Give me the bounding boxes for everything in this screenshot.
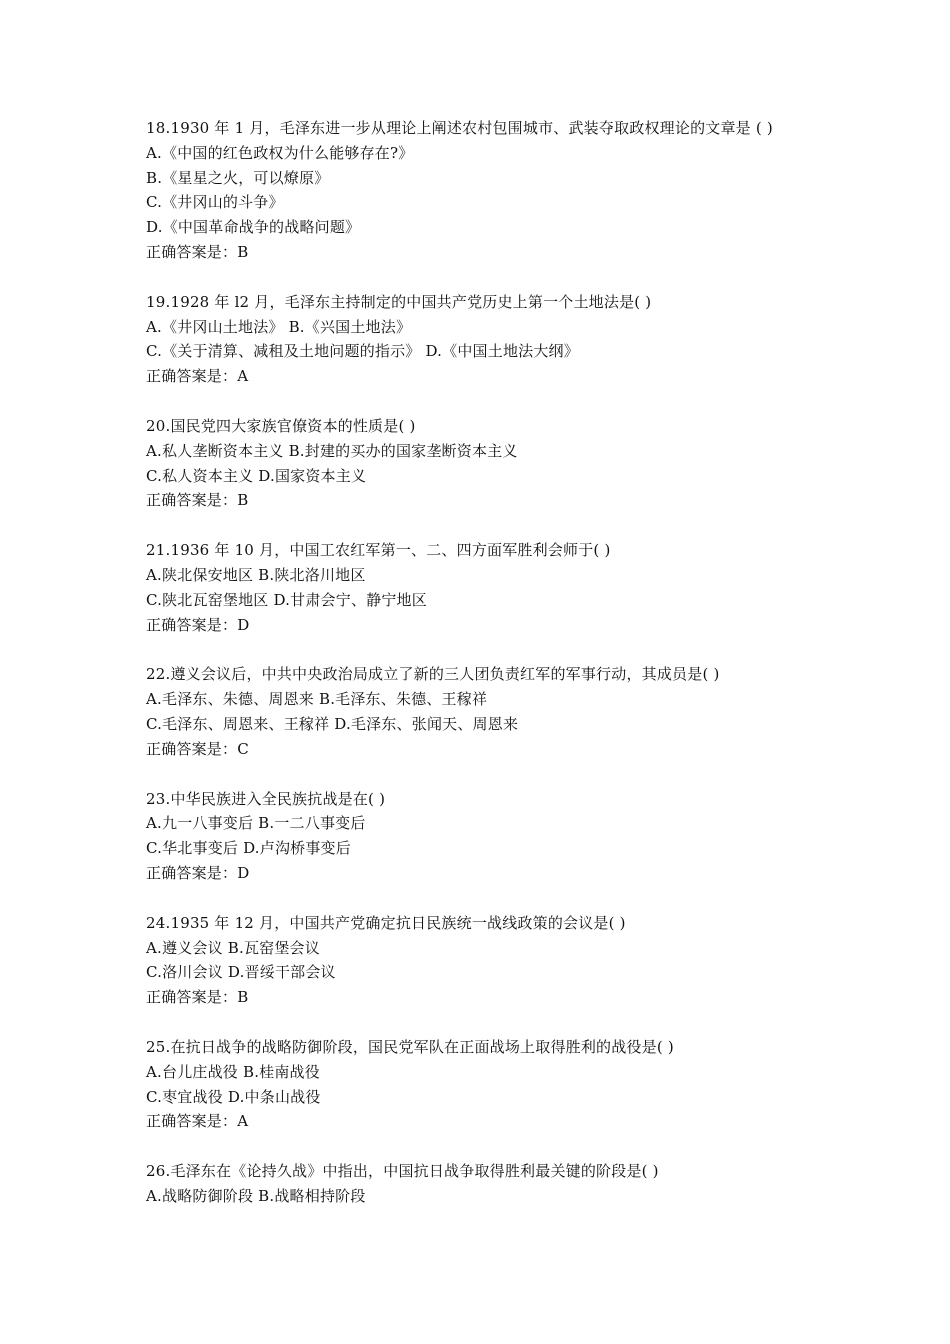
option-line: C.洛川会议 D.晋绥干部会议	[146, 963, 336, 982]
question-26	[146, 1159, 866, 1209]
option-line: C.枣宜战役 D.中条山战役	[146, 1087, 321, 1106]
option-line: D.《中国革命战争的战略问题》	[146, 218, 361, 237]
option-line: C.私人资本主义 D.国家资本主义	[146, 466, 367, 485]
question-text: 26.毛泽东在《论持久战》中指出，中国抗日战争取得胜利最关键的阶段是( )	[146, 1162, 659, 1181]
answer-line: 正确答案是：B	[146, 988, 249, 1007]
question-text: 21.1936 年 10 月，中国工农红军第一、二、四方面军胜利会师于( )	[146, 541, 611, 560]
question-18	[146, 116, 866, 265]
question-23	[146, 787, 866, 886]
option-line: A.遵义会议 B.瓦窑堡会议	[146, 938, 320, 957]
answer-line: 正确答案是：D	[146, 615, 250, 634]
question-text: 24.1935 年 12 月，中国共产党确定抗日民族统一战线政策的会议是( )	[146, 913, 626, 932]
option-line: C.陕北瓦窑堡地区 D.甘肃会宁、静宁地区	[146, 590, 427, 609]
question-text: 25.在抗日战争的战略防御阶段，国民党军队在正面战场上取得胜利的战役是( )	[146, 1037, 674, 1056]
answer-line: 正确答案是：B	[146, 491, 249, 510]
question-text: 18.1930 年 1 月，毛泽东进一步从理论上阐述农村包围城市、武装夺取政权理论的文章是 ( )	[146, 119, 773, 137]
option-line: A.九一八事变后 B.一二八事变后	[146, 814, 366, 833]
answer-line: 正确答案是：A	[146, 367, 249, 386]
answer-line: 正确答案是：C	[146, 739, 249, 758]
question-text: 19.1928 年 l2 月，毛泽东主持制定的中国共产党历史上第一个土地法是( )	[146, 292, 652, 311]
option-line: A.台儿庄战役 B.桂南战役	[146, 1062, 320, 1081]
option-line: A.《井冈山土地法》 B.《兴国土地法》	[146, 317, 412, 336]
answer-line: 正确答案是：B	[146, 242, 249, 261]
option-line: B.《星星之火，可以燎原》	[146, 168, 330, 187]
question-24	[146, 911, 866, 1010]
option-line: A.战略防御阶段 B.战略相持阶段	[146, 1186, 366, 1205]
option-line: C.《关于清算、减租及土地问题的指示》 D.《中国土地法大纲》	[146, 342, 579, 361]
option-line: C.毛泽东、周恩来、王稼祥 D.毛泽东、张闻天、周恩来	[146, 714, 519, 733]
option-line: C.华北事变后 D.卢沟桥事变后	[146, 839, 351, 858]
answer-line: 正确答案是：D	[146, 863, 250, 882]
question-20	[146, 414, 866, 513]
question-text: 20.国民党四大家族官僚资本的性质是( )	[146, 416, 416, 435]
option-line: A.私人垄断资本主义 B.封建的买办的国家垄断资本主义	[146, 441, 518, 460]
option-line: A.《中国的红色政权为什么能够存在?》	[146, 143, 414, 162]
answer-line: 正确答案是：A	[146, 1112, 249, 1131]
document-body	[146, 116, 866, 1234]
question-19	[146, 290, 866, 389]
option-line: C.《井冈山的斗争》	[146, 193, 284, 212]
question-25	[146, 1035, 866, 1134]
option-line: A.毛泽东、朱德、周恩来 B.毛泽东、朱德、王稼祥	[146, 690, 488, 709]
question-21	[146, 538, 866, 637]
question-text: 23.中华民族进入全民族抗战是在( )	[146, 789, 386, 808]
question-22	[146, 662, 866, 761]
option-line: A.陕北保安地区 B.陕北洛川地区	[146, 565, 366, 584]
question-text: 22.遵义会议后，中共中央政治局成立了新的三人团负责红军的军事行动，其成员是( )	[146, 665, 720, 684]
